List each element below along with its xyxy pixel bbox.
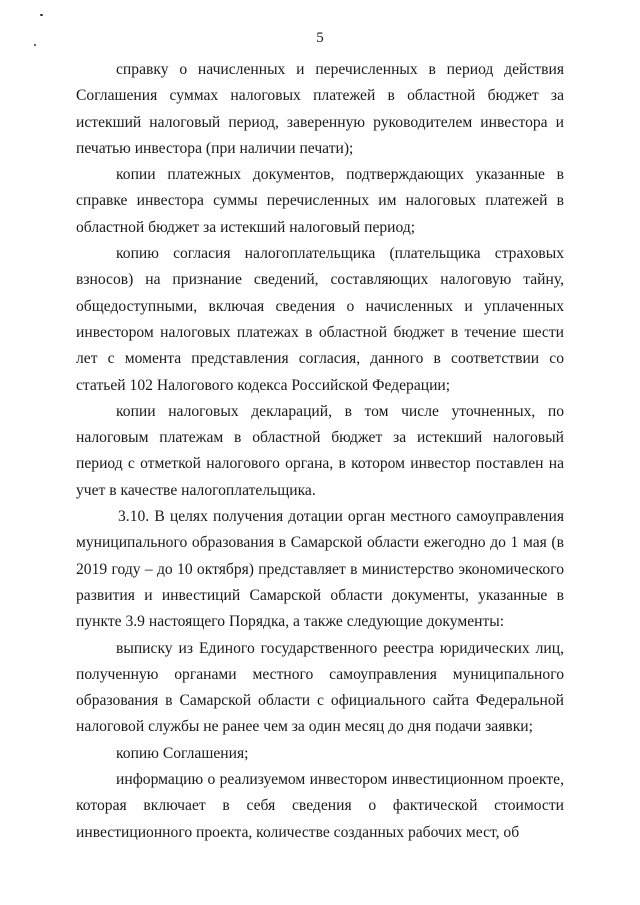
paragraph-registry-extract: выписку из Единого государственного реестра юридических лиц, полученную органами местного самоуправления муниципального образования в Самарской области с официального сайта Федеральной налоговой службы не ранее чем за один месяц до дня подачи заявки; xyxy=(76,639,564,736)
paragraph-taxpayer-consent: копию согласия налогоплательщика (плательщика страховых взносов) на признание сведений, составляющих налоговую тайну, общедоступными, включая сведения о начисленных и уплаченных инвестором налоговых платежах в областной бюджет в течение шести лет с момента представления согласия, данного в соответствии со статьей 102 Налогового кодекса Российской Федерации; xyxy=(76,245,564,394)
paragraph-agreement-copy: копию Соглашения; xyxy=(116,744,249,762)
document-body xyxy=(76,57,564,846)
scan-speck xyxy=(40,14,43,16)
paragraph-project-info: информацию о реализуемом инвестором инвестиционном проекте, которая включает в себя сведения о фактической стоимости инвестиционного проекта, количестве созданных рабочих мест, об xyxy=(76,771,564,841)
paragraph-section-3-10: 3.10. В целях получения дотации орган местного самоуправления муниципального образования в Самарской области ежегодно до 1 мая (в 2019 году – до 10 октября) представляет в министерство экономического развития и инвестиций Самарской области документы, указанные в пункте 3.9 настоящего Порядка, а также следующие документы: xyxy=(76,508,564,631)
paragraph-payment-documents: копии платежных документов, подтверждающих указанные в справке инвестора суммы перечисленных им налоговых платежей в областной бюджет за истекший налоговый период; xyxy=(76,166,564,236)
page-number: 5 xyxy=(316,30,324,46)
paragraph-certificate: справку о начисленных и перечисленных в период действия Соглашения суммах налоговых платежей в областной бюджет за истекший налоговый период, заверенную руководителем инвестора и печатью инвестора (при наличии печати); xyxy=(76,61,564,157)
paragraph-tax-declarations: копии налоговых деклараций, в том числе уточненных, по налоговым платежам в областной бюджет за истекший налоговый период с отметкой налогового органа, в котором инвестор поставлен на учет в качестве налогоплательщика. xyxy=(76,402,564,499)
